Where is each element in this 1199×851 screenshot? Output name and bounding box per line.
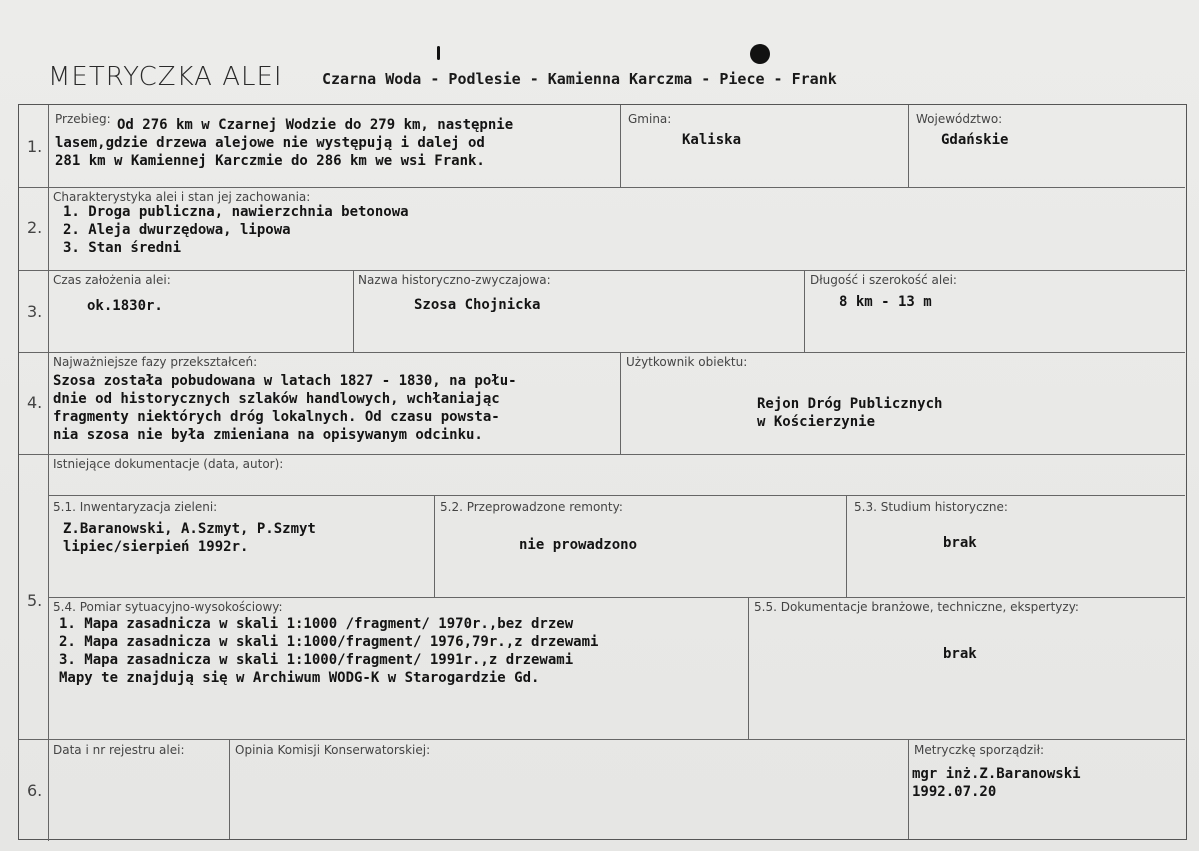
pomiar-line-2: 2. Mapa zasadnicza w skali 1:1000/fragment/ 1976,79r.,z drzewami bbox=[59, 634, 599, 650]
pomiar-line-1: 1. Mapa zasadnicza w skali 1:1000 /fragment/ 1970r.,bez drzew bbox=[59, 616, 574, 632]
charakterystyka-line-2: 2. Aleja dwurzędowa, lipowa bbox=[63, 222, 291, 238]
row4-divider bbox=[620, 352, 621, 454]
studium-value: brak bbox=[943, 535, 977, 551]
row6-divider-b bbox=[908, 739, 909, 839]
ink-mark bbox=[437, 46, 440, 60]
pomiar-label: 5.4. Pomiar sytuacyjno-wysokościowy: bbox=[53, 600, 283, 614]
dlugosc-value: 8 km - 13 m bbox=[839, 294, 932, 310]
pomiar-line-4: Mapy te znajdują się w Archiwum WODG-K w Starogardzie Gd. bbox=[59, 670, 540, 686]
route-title: Czarna Woda - Podlesie - Kamienna Karczma - Piece - Frank bbox=[322, 70, 837, 88]
row-number-5: 5. bbox=[27, 591, 43, 610]
row6-divider-a bbox=[229, 739, 230, 839]
data-rejestru-label: Data i nr rejestru alei: bbox=[53, 743, 185, 757]
inwentaryzacja-line-2: lipiec/sierpień 1992r. bbox=[63, 539, 249, 555]
inwentaryzacja-line-1: Z.Baranowski, A.Szmyt, P.Szmyt bbox=[63, 521, 316, 537]
dlugosc-label: Długość i szerokość alei: bbox=[810, 273, 957, 287]
czas-label: Czas założenia alei: bbox=[53, 273, 171, 287]
uzytkownik-label: Użytkownik obiektu: bbox=[626, 355, 748, 369]
row3-divider-a bbox=[353, 270, 354, 352]
form-table bbox=[18, 104, 1187, 840]
remonty-label: 5.2. Przeprowadzone remonty: bbox=[440, 500, 623, 514]
row-divider-2 bbox=[19, 270, 1185, 271]
gmina-value: Kaliska bbox=[682, 132, 742, 148]
row-divider-3 bbox=[19, 352, 1185, 353]
row-divider-5 bbox=[19, 739, 1185, 740]
wojewodztwo-value: Gdańskie bbox=[941, 132, 1009, 148]
przebieg-line-3: 281 km w Kamiennej Karczmie do 286 km we wsi Frank. bbox=[55, 153, 485, 169]
opinia-label: Opinia Komisji Konserwatorskiej: bbox=[235, 743, 431, 757]
studium-label: 5.3. Studium historyczne: bbox=[854, 500, 1008, 514]
czas-value: ok.1830r. bbox=[87, 298, 163, 314]
row5-sub-divider bbox=[48, 597, 1185, 598]
row-number-3: 3. bbox=[27, 302, 43, 321]
row5-header-divider bbox=[48, 495, 1185, 496]
gmina-label: Gmina: bbox=[628, 112, 672, 126]
przebieg-label: Przebieg: bbox=[55, 112, 111, 126]
row1-divider-a bbox=[620, 105, 621, 187]
fazy-line-3: fragmenty niektórych dróg lokalnych. Od czasu powsta- bbox=[53, 409, 500, 425]
sporzadzil-line-2: 1992.07.20 bbox=[912, 784, 997, 800]
row-divider-4 bbox=[19, 454, 1185, 455]
charakterystyka-line-3: 3. Stan średni bbox=[63, 240, 182, 256]
ink-blot bbox=[750, 44, 770, 64]
uzytkownik-line-1: Rejon Dróg Publicznych bbox=[757, 396, 943, 412]
row-number-2: 2. bbox=[27, 218, 43, 237]
fazy-line-4: nia szosa nie była zmieniana na opisywanym odcinku. bbox=[53, 427, 483, 443]
row5-divider-a bbox=[434, 495, 435, 597]
fazy-line-1: Szosa została pobudowana w latach 1827 - 1830, na połu- bbox=[53, 373, 517, 389]
inwentaryzacja-label: 5.1. Inwentaryzacja zieleni: bbox=[53, 500, 218, 514]
row5-divider-b bbox=[846, 495, 847, 597]
dokumentacje-branzowe-label: 5.5. Dokumentacje branżowe, techniczne, ekspertyzy: bbox=[754, 600, 1079, 614]
uzytkownik-line-2: w Kościerzynie bbox=[757, 414, 876, 430]
row-number-1: 1. bbox=[27, 137, 43, 156]
number-column-divider bbox=[48, 105, 49, 841]
charakterystyka-label: Charakterystyka alei i stan jej zachowania: bbox=[53, 190, 311, 204]
remonty-value: nie prowadzono bbox=[519, 537, 638, 553]
dokumentacje-label: Istniejące dokumentacje (data, autor): bbox=[53, 457, 284, 471]
fazy-label: Najważniejsze fazy przekształceń: bbox=[53, 355, 258, 369]
row5-divider-c bbox=[748, 597, 749, 739]
row-number-6: 6. bbox=[27, 781, 43, 800]
pomiar-line-3: 3. Mapa zasadnicza w skali 1:1000/fragment/ 1991r.,z drzewami bbox=[59, 652, 574, 668]
sporzadzil-line-1: mgr inż.Z.Baranowski bbox=[912, 766, 1081, 782]
nazwa-label: Nazwa historyczno-zwyczajowa: bbox=[358, 273, 551, 287]
dokumentacje-branzowe-value: brak bbox=[943, 646, 977, 662]
row-number-4: 4. bbox=[27, 393, 43, 412]
document-title: METRYCZKA ALEI bbox=[48, 62, 283, 92]
przebieg-line-1: Od 276 km w Czarnej Wodzie do 279 km, następnie bbox=[117, 117, 514, 133]
nazwa-value: Szosa Chojnicka bbox=[414, 297, 541, 313]
przebieg-line-2: lasem,gdzie drzewa alejowe nie występują i dalej od bbox=[55, 135, 485, 151]
wojewodztwo-label: Województwo: bbox=[916, 112, 1003, 126]
row-divider-1 bbox=[19, 187, 1185, 188]
sporzadzil-label: Metryczkę sporządził: bbox=[914, 743, 1045, 757]
row1-divider-b bbox=[908, 105, 909, 187]
fazy-line-2: dnie od historycznych szlaków handlowych, wchłaniając bbox=[53, 391, 500, 407]
row3-divider-b bbox=[804, 270, 805, 352]
charakterystyka-line-1: 1. Droga publiczna, nawierzchnia betonowa bbox=[63, 204, 409, 220]
